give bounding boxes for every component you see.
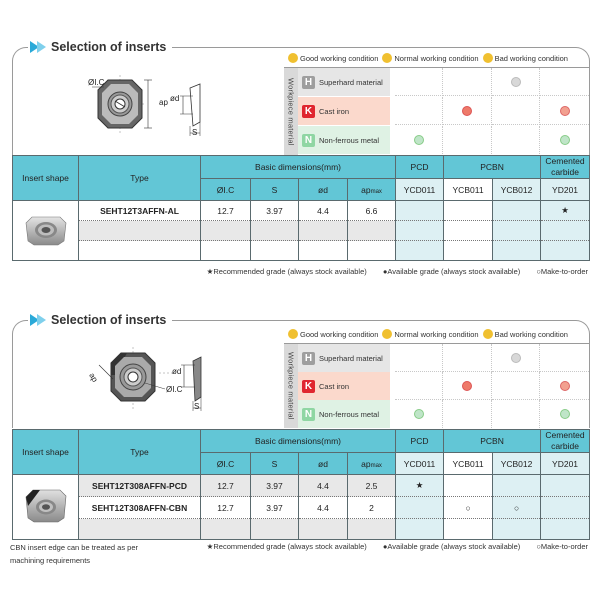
col-ic: ØI.C (201, 179, 251, 201)
bad-face-icon (560, 106, 570, 116)
insert-photo-icon (24, 488, 68, 524)
col-ycb011: YCB011 (444, 179, 493, 201)
superhard-badge-icon: H (302, 76, 315, 89)
col-cemented-carbide: Cemented carbide (541, 156, 590, 179)
cast-iron-badge-icon: K (302, 380, 315, 393)
col-ycd011: YCD011 (396, 179, 444, 201)
table-row: SEHT12T308AFFN-CBN 12.7 3.97 4.4 2 ○ ○ (13, 497, 590, 519)
insert-table (12, 429, 590, 540)
grade-legend (193, 542, 588, 551)
table-row (13, 221, 590, 241)
col-ap-max: apmax (348, 453, 396, 475)
insert-dimension-diagram (85, 345, 220, 415)
table-row (13, 519, 590, 540)
col-cemented-carbide: Cemented carbide (541, 430, 590, 453)
legend-normal: Normal working condition (382, 53, 478, 63)
recommended-legend: ★Recommended grade (always stock available) (206, 542, 367, 551)
col-ap-max: apmax (348, 179, 396, 201)
workpiece-material-label: Workpiece material (284, 68, 298, 155)
section-title: Selection of inserts (28, 39, 172, 55)
insert-dimension-diagram (80, 70, 220, 140)
insert-shape-image (13, 201, 79, 261)
d-label: ød (172, 367, 182, 376)
make-to-order-legend: ○Make-to-order (536, 267, 588, 276)
col-d: ød (299, 453, 348, 475)
material-row-h: H Superhard material (298, 344, 390, 372)
col-pcd: PCD (396, 430, 444, 453)
table-row: SEHT12T3AFFN-AL 12.7 3.97 4.4 6.6 ★ (13, 201, 590, 221)
insert-table (12, 155, 590, 261)
double-arrow-icon (30, 41, 48, 53)
col-yd201: YD201 (541, 179, 590, 201)
ic-label: ØI.C (166, 385, 183, 394)
good-face-icon (462, 106, 472, 116)
col-ycb011: YCB011 (444, 453, 493, 475)
col-d: ød (299, 179, 348, 201)
recommended-star-icon: ★ (396, 475, 444, 497)
material-row-k: K Cast iron (298, 372, 390, 400)
good-face-icon (288, 53, 298, 63)
ap-label: ap (159, 98, 168, 107)
recommended-legend: ★Recommended grade (always stock available) (206, 267, 367, 276)
col-type: Type (79, 430, 201, 475)
col-pcbn: PCBN (444, 430, 541, 453)
good-face-icon (462, 381, 472, 391)
legend-bad: Bad working condition (483, 53, 568, 63)
double-arrow-icon (30, 314, 48, 326)
col-ycb012: YCB012 (493, 453, 541, 475)
normal-face-icon (382, 329, 392, 339)
material-row-n: N Non-ferrous metal (298, 400, 390, 428)
normal-face-icon (511, 353, 521, 363)
table-row: SEHT12T308AFFN-PCD 12.7 3.97 4.4 2.5 ★ (13, 475, 590, 497)
type-cell: SEHT12T308AFFN-PCD (79, 475, 201, 497)
insert-photo-icon (24, 213, 68, 247)
make-to-order-circle-icon: ○ (444, 497, 493, 519)
col-insert-shape: Insert shape (13, 430, 79, 475)
good-face-icon (288, 329, 298, 339)
legend-good: Good working condition (288, 329, 378, 339)
bad-face-icon (483, 53, 493, 63)
s-label: S (192, 128, 198, 137)
col-type: Type (79, 156, 201, 201)
normal-face-icon (560, 135, 570, 145)
recommended-star-icon: ★ (541, 201, 590, 221)
d-label: ød (170, 94, 180, 103)
ap-label: ap (87, 371, 100, 384)
insert-shape-image (13, 475, 79, 540)
bad-face-icon (560, 381, 570, 391)
section-title: Selection of inserts (28, 312, 172, 328)
col-ycb012: YCB012 (493, 179, 541, 201)
non-ferrous-badge-icon: N (302, 134, 315, 147)
workpiece-material-label: Workpiece material (284, 344, 298, 428)
legend-normal: Normal working condition (382, 329, 478, 339)
col-basic-dimensions: Basic dimensions(mm) (201, 430, 396, 453)
type-cell: SEHT12T3AFFN-AL (79, 201, 201, 221)
col-basic-dimensions: Basic dimensions(mm) (201, 156, 396, 179)
normal-face-icon (382, 53, 392, 63)
normal-face-icon (560, 409, 570, 419)
material-row-h: H Superhard material (298, 68, 390, 96)
legend-good: Good working condition (288, 53, 378, 63)
material-row-n: N Non-ferrous metal (298, 126, 390, 154)
col-insert-shape: Insert shape (13, 156, 79, 201)
non-ferrous-badge-icon: N (302, 408, 315, 421)
bad-face-icon (483, 329, 493, 339)
table-row (13, 241, 590, 261)
working-condition-legend (288, 329, 572, 339)
working-condition-legend (288, 53, 572, 63)
available-legend: ●Available grade (always stock available) (382, 542, 521, 551)
col-s: S (251, 179, 299, 201)
ic-label: ØI.C (88, 78, 105, 87)
material-row-k: K Cast iron (298, 97, 390, 125)
make-to-order-legend: ○Make-to-order (536, 542, 588, 551)
col-pcbn: PCBN (444, 156, 541, 179)
col-ic: ØI.C (201, 453, 251, 475)
legend-bad: Bad working condition (483, 329, 568, 339)
make-to-order-circle-icon: ○ (493, 497, 541, 519)
type-cell: SEHT12T308AFFN-CBN (79, 497, 201, 519)
col-ycd011: YCD011 (396, 453, 444, 475)
superhard-badge-icon: H (302, 352, 315, 365)
cast-iron-badge-icon: K (302, 105, 315, 118)
col-s: S (251, 453, 299, 475)
s-label: S (194, 402, 200, 411)
grade-legend (193, 267, 588, 276)
cbn-note: CBN insert edge can be treated as per machining requirements (10, 543, 138, 565)
col-pcd: PCD (396, 156, 444, 179)
normal-face-icon (414, 409, 424, 419)
normal-face-icon (414, 135, 424, 145)
available-legend: ●Available grade (always stock available) (382, 267, 521, 276)
col-yd201: YD201 (541, 453, 590, 475)
normal-face-icon (511, 77, 521, 87)
